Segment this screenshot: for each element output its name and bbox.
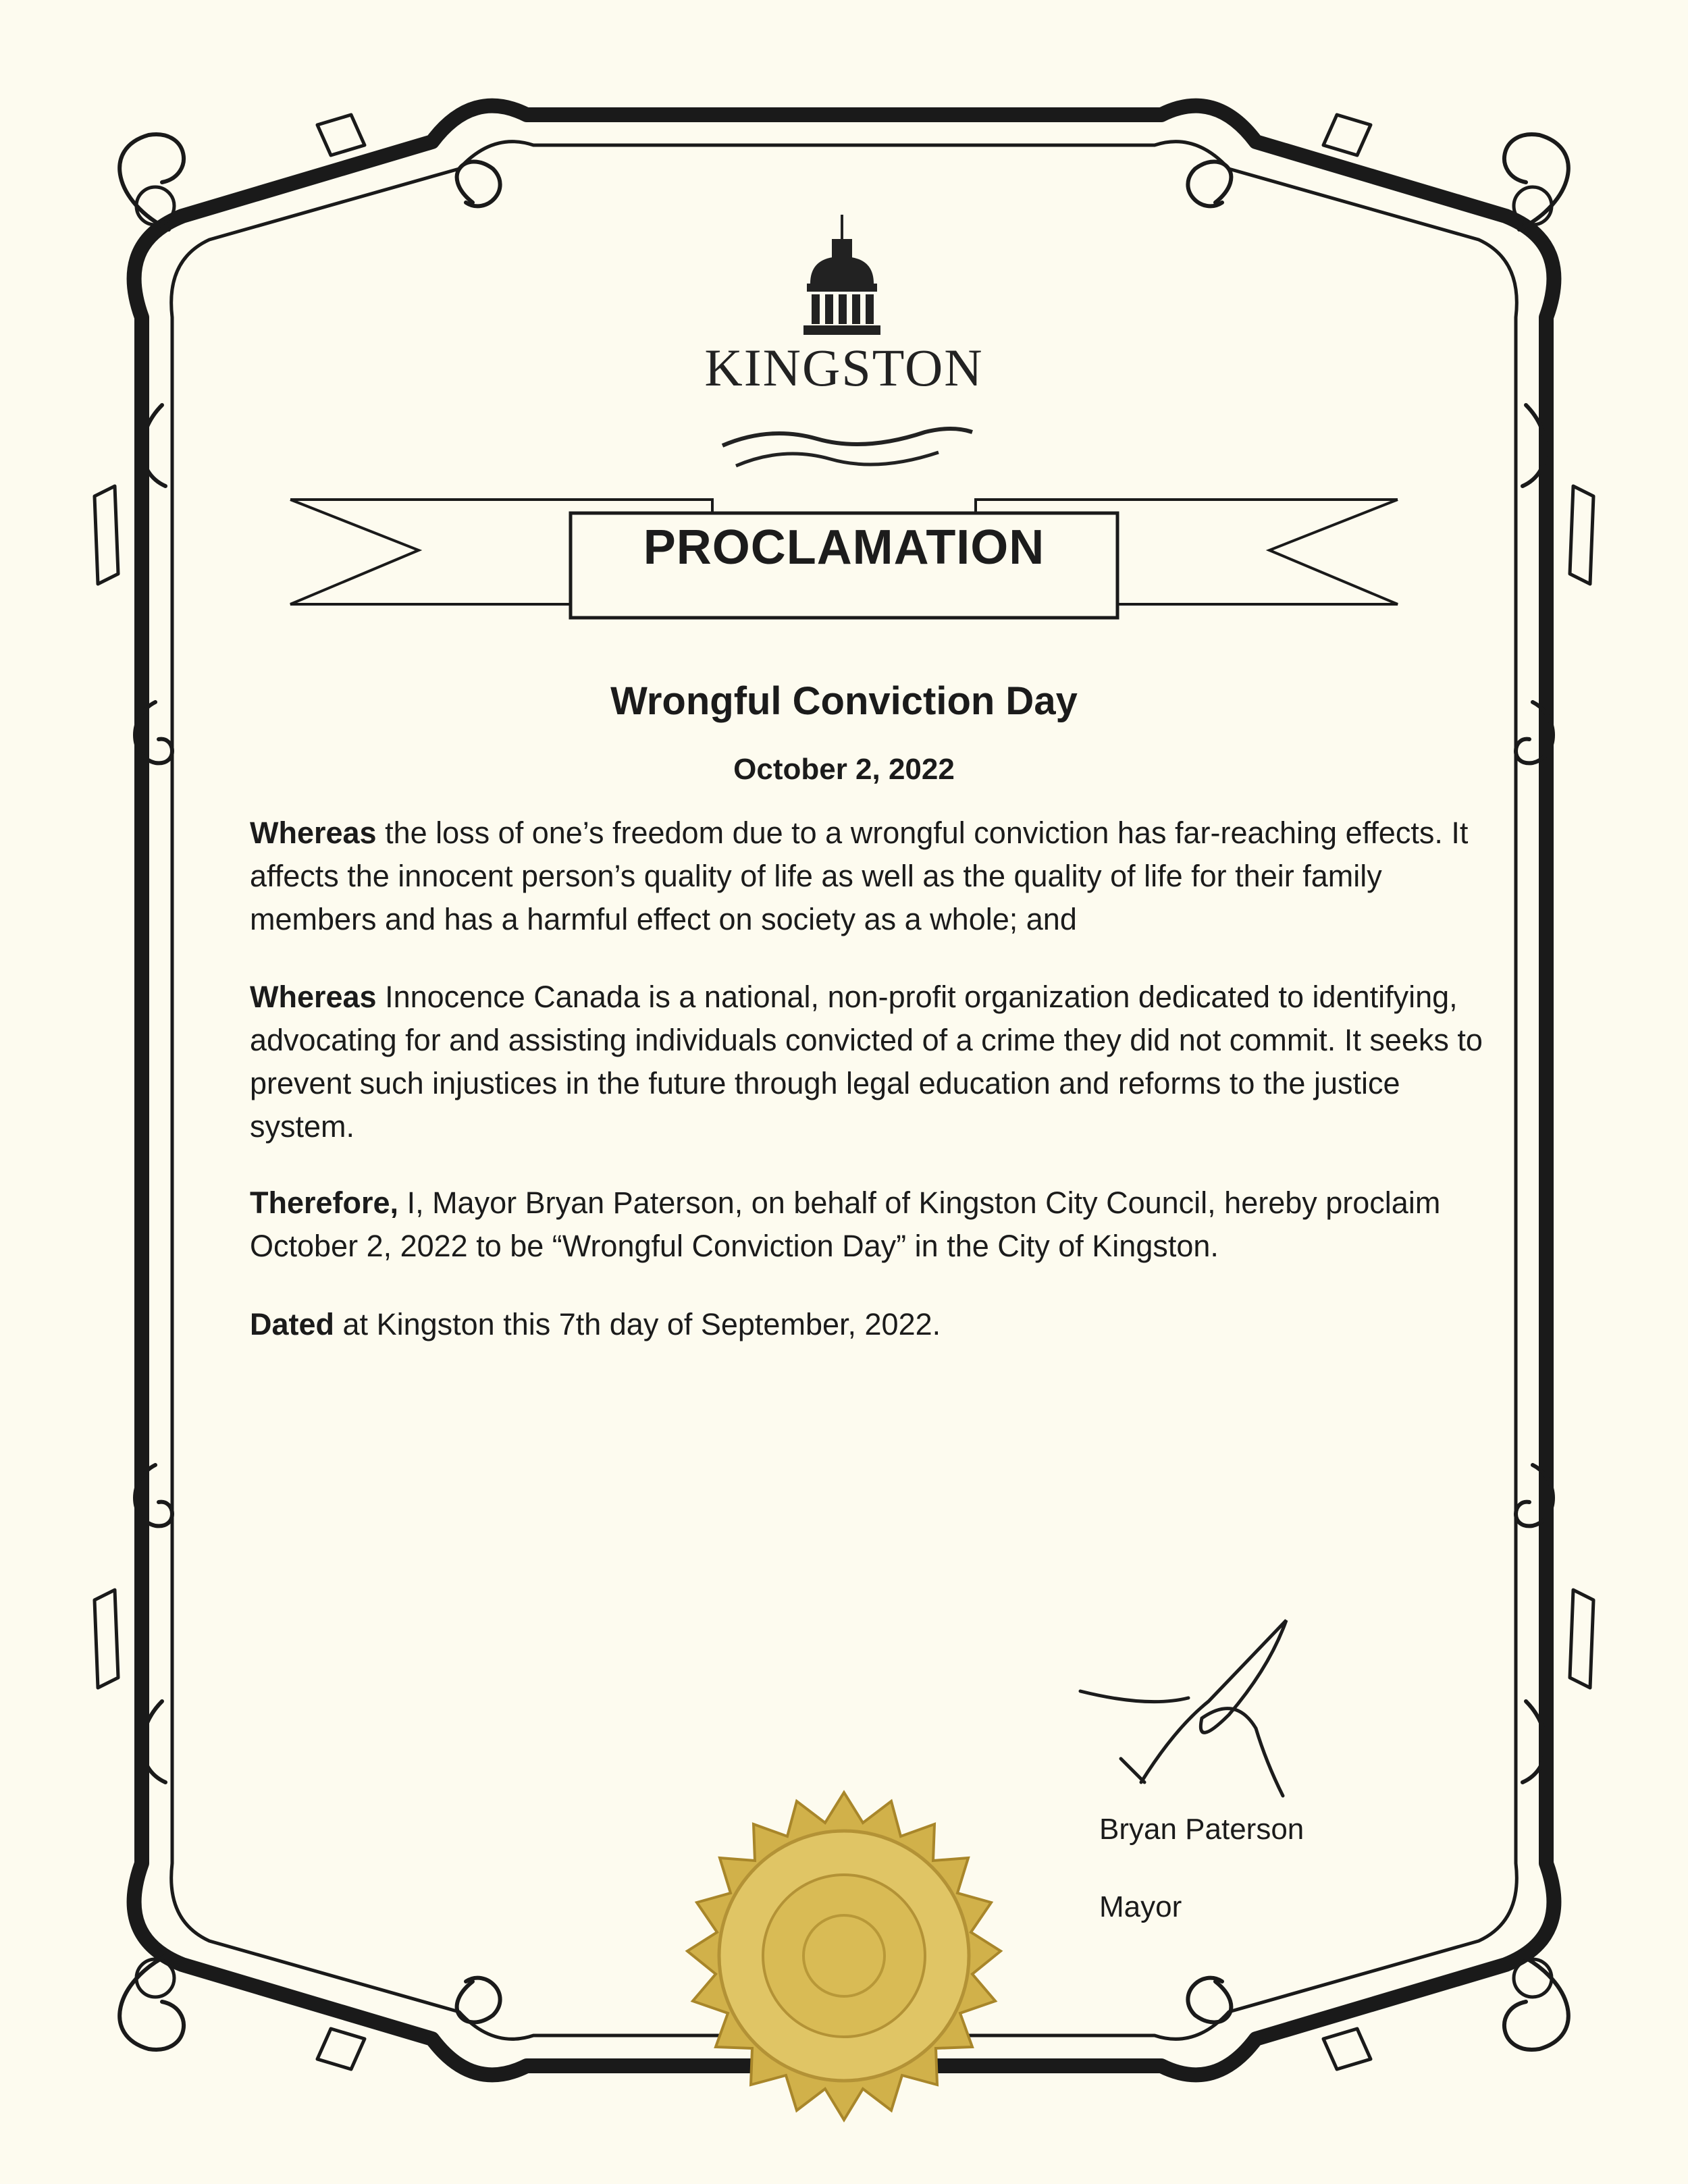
proclamation-date: October 2, 2022 xyxy=(733,753,955,786)
paragraph-text: I, Mayor Bryan Paterson, on behalf of Kingston City Council, hereby proclaim October 2, 2022 to be “Wrongful Conviction Day” in the City of Kingston. xyxy=(250,1186,1441,1263)
dated-paragraph xyxy=(250,1303,1492,1346)
proclamation-label: PROCLAMATION xyxy=(643,521,1045,575)
therefore-paragraph xyxy=(250,1181,1492,1268)
paragraph-lead: Dated xyxy=(250,1307,335,1341)
paragraph-text: Innocence Canada is a national, non-profit organization dedicated to identifying, advocating for and assisting individuals convicted of a crime they did not commit. It seeks to prevent such injustices in the future through legal education and reforms to the justice system. xyxy=(250,980,1483,1144)
paragraph-text: the loss of one’s freedom due to a wrongful conviction has far-reaching effects. It affects the innocent person’s quality of life as well as the quality of life for their family members and has a harmful effect on society as a whole; and xyxy=(250,816,1469,936)
mayor-signature xyxy=(1080,1620,1286,1796)
whereas-paragraph-1 xyxy=(250,811,1492,941)
kingston-wordmark: KINGSTON xyxy=(704,338,984,397)
paragraph-text: at Kingston this 7th day of September, 2022. xyxy=(334,1307,941,1341)
signatory-name: Bryan Paterson xyxy=(1099,1813,1304,1846)
whereas-paragraph-2 xyxy=(250,976,1492,1148)
paragraph-lead: Therefore, xyxy=(250,1186,399,1220)
paragraph-lead: Whereas xyxy=(250,980,377,1014)
page-title: Wrongful Conviction Day xyxy=(610,679,1078,723)
paragraph-lead: Whereas xyxy=(250,816,377,850)
signatory-title: Mayor xyxy=(1099,1890,1182,1923)
